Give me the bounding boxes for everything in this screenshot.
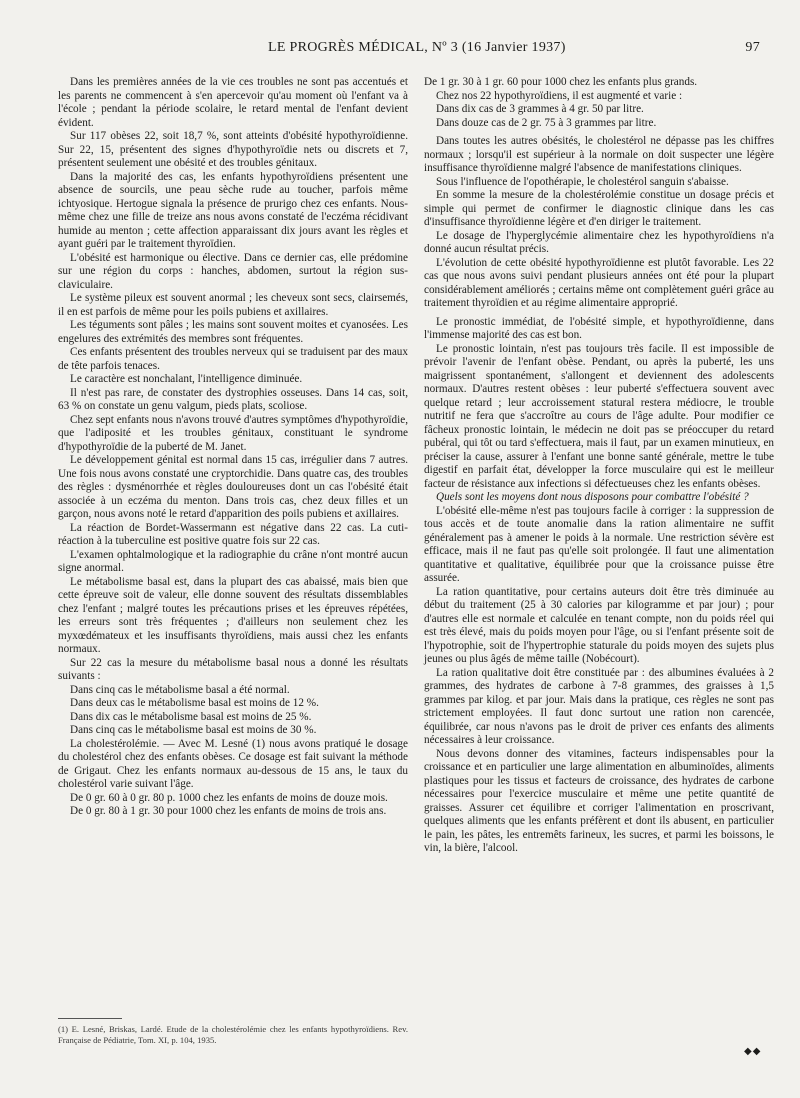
left-column (58, 76, 408, 819)
footnote-rule (58, 1018, 122, 1019)
paragraph: Chez nos 22 hypothyroïdiens, il est augmenté et varie : (436, 89, 683, 102)
section-question: Quels sont les moyens dont nous disposons pour combattre l'obésité ? (436, 491, 749, 503)
paragraph: Le développement génital est normal dans 15 cas, irrégulier dans 7 autres. Une fois nous avons constaté une cryptorchidie. Dans quatre cas, des troubles des règles : dysménorrhée et règles douloureuses dont un cas l'obésité était associée à un eczéma du menton. Dans trois cas, chez deux filles et un garçon, nous avons noté le retard d'apparition des poils pubiens et axillaires. (58, 454, 408, 520)
paragraph: De 0 gr. 80 à 1 gr. 30 pour 1000 chez les enfants de moins de trois ans. (70, 805, 387, 817)
list-item: Dans douze cas de 2 gr. 75 à 3 grammes par litre. (436, 116, 657, 129)
paragraph: Le système pileux est souvent anormal ; les cheveux sont secs, clairsemés, il en est parfois de même pour les poils pubiens et axillaires. (58, 292, 408, 318)
journal-title: LE PROGRÈS MÉDICAL, Nº 3 (16 Janvier 1937) (268, 40, 566, 55)
paragraph: Le caractère est nonchalant, l'intelligence diminuée. (70, 373, 303, 385)
paragraph: Nous devons donner des vitamines, facteurs indispensables pour la croissance et en particulier une large alimentation en albuminoïdes, aliments plastiques pour les tissus et facteurs de croissance, des hydrates de carbone nécessaires pour l'exercice musculaire et même une petite quantité de graisses. Assurer cet équilibre et corriger l'alimentation en proscrivant, quelques aliments que les enfants préfèrent et dont ils abusent, en particulier le pain, les pâtes, les entremêts farineux, les sucres, et parmi les boissons, le vin, la bière, l'alcool. (424, 747, 774, 854)
list-item: Dans deux cas le métabolisme basal est moins de 12 %. (70, 697, 319, 709)
paragraph: La ration quantitative, pour certains auteurs doit être très diminuée au début du traitement (25 à 30 calories par kilogramme et par jour) ; pour d'autres elle est normale et calculée en tenant compte, non du poids réel qui est très élevé, mais du poids moyen pour l'âge, ou si l'enfant présente soit de l'hypotrophie, soit de l'hypertrophie staturale du poids moyen des sujets plus jeunes ou plus âgés de même taille (Nobécourt). (424, 585, 774, 665)
paragraph: La cholestérolémie. — Avec M. Lesné (1) nous avons pratiqué le dosage du cholestérol chez des enfants obèses. Ce dosage est fait suivant la méthode de Grigaut. Chez les enfants normaux au-dessous de 15 ans, le taux du cholestérol varie suivant l'âge. (58, 737, 408, 790)
paragraph: Le pronostic lointain, n'est pas toujours très facile. Il est impossible de prévoir l'avenir de l'enfant obèse. Pendant, ou après la puberté, les uns maigrissent spontanément, s'allongent et deviennent des adolescents normaux. D'autres restent obèses : leur puberté s'effectuera souvent avec quelque retard ; leur accroissement statural restera médiocre, le trouble nutritif ne fera que s'accroître au cours de l'âge adulte. Pour modifier ce fâcheux pronostic lointain, le médecin ne doit pas se préoccuper du retard pubéral, qui tôt ou tard s'effectuera, mais il faut, par un examen minutieux, en préciser la cause, assurer à l'enfant une bonne santé générale, mettre le tube digestif en parfait état, développer la force musculaire qui est le meilleur facteur de résistance aux infections si défectueuses chez les enfants obèses. (424, 342, 774, 490)
paragraph: L'évolution de cette obésité hypothyroïdienne est plutôt favorable. Les 22 cas que nous avons suivi pendant plusieurs années ont été pour la plupart considérablement améliorés ; certains même ont complètement guéri grâce au traitement thyroïdien et au régime alimentaire approprié. (424, 256, 774, 309)
page-number: 97 (745, 40, 760, 55)
paragraph: De 1 gr. 30 à 1 gr. 60 pour 1000 chez les enfants plus grands. (424, 76, 698, 88)
paragraph: L'examen ophtalmologique et la radiographie du crâne n'ont montré aucun signe anormal. (58, 548, 408, 574)
paragraph: Le métabolisme basal est, dans la plupart des cas abaissé, mais bien que cette épreuve soit de valeur, elle donne souvent des résultats dissemblables chez l'enfant ; malgré toutes les précautions prises et les épreuves répétées, les erreurs sont très fréquentes ; d'ailleurs non seulement chez les myxœdémateux et les insuffisants thyroïdiens, mais aussi chez les enfants normaux. (58, 575, 408, 655)
paragraph: La réaction de Bordet-Wassermann est négative dans 22 cas. La cuti-réaction à la tuberculine est positive quatre fois sur 22 cas. (58, 521, 408, 547)
paragraph: Chez sept enfants nous n'avons trouvé d'autres symptômes d'hypothyroïdie, que l'adiposité et les troubles génitaux, constituant le syndrome d'hypothyroïdie de la puberté de M. Janet. (58, 413, 408, 453)
paragraph: Dans la majorité des cas, les enfants hypothyroïdiens présentent une absence de sourcils, une peau sèche rude au toucher, parfois même ichtyosique. Hertogue signala la présence de prurigo chez ces enfants. Nous-même chez une fille de treize ans nous avons constaté de l'eczéma récidivant humide au menton ; cette affection apparaissant dix jours avant les règles et ayant guéri par le traitement thyroïdien. (58, 170, 408, 250)
paragraph: Dans toutes les autres obésités, le cholestérol ne dépasse pas les chiffres normaux ; lorsqu'il est supérieur à la normale on doit suspecter une légère insuffisance thyroïdienne malgré l'absence de manifestations cliniques. (424, 135, 774, 174)
list-item: Dans dix cas le métabolisme basal est moins de 25 %. (70, 710, 312, 723)
right-column (424, 76, 774, 856)
paragraph: Sous l'influence de l'opothérapie, le cholestérol sanguin s'abaisse. (436, 175, 729, 188)
paragraph: La ration qualitative doit être constituée par : des albumines évaluées à 2 grammes, des hydrates de carbone à 7-8 grammes, des graisses à 1,5 grammes par kilog. et par jour. Mais dans la pratique, ces règles ne sont pas strictement employées. Il faut donc surtout une ration non carencée, équilibrée, car nous n'avons pas le droit de priver ces enfants des aliments nécessaires à leur croissance. (424, 666, 774, 746)
list-item: Dans cinq cas le métabolisme basal est moins de 30 %. (70, 724, 317, 736)
paragraph: Les téguments sont pâles ; les mains sont souvent moites et cyanosées. Les engelures des extrémités des membres sont fréquentes. (58, 319, 408, 345)
paragraph: En somme la mesure de la cholestérolémie constitue un dosage précis et simple qui permet de confirmer le diagnostic clinique dans les cas d'insuffisance thyroïdienne légère et d'en diriger le traitement. (424, 189, 774, 228)
list-item: Dans dix cas de 3 grammes à 4 gr. 50 par litre. (436, 103, 644, 115)
paragraph: Dans les premières années de la vie ces troubles ne sont pas accentués et les parents ne commencent à s'en apercevoir qu'au moment où l'enfant va à l'école ; pendant la période scolaire, le retard mental de l'enfant devient évident. (58, 76, 408, 129)
paragraph: L'obésité elle-même n'est pas toujours facile à corriger : la suppression de tous accès et de toute anomalie dans la ration alimentaire ne suffit généralement pas à amener le poids à la normale. Une restriction sévère est efficace, mais il ne faut pas qu'elle soit prolongée. Il faut une alimentation quantitative et qualitative, équilibrée pour que la croissance puisse être assurée. (424, 504, 774, 584)
footnote: (1) E. Lesné, Briskas, Lardé. Etude de la cholestérolémie chez les enfants hypothyroïdiens. Rev. Française de Pédiatrie, Tom. XI, p. 104, 1935. (58, 1024, 408, 1045)
paragraph: Le dosage de l'hyperglycémie alimentaire chez les hypothyroïdiens n'a donné aucun résultat précis. (424, 229, 774, 255)
paragraph: Il n'est pas rare, de constater des dystrophies osseuses. Dans 14 cas, soit, 63 % on constate un genu valgum, pieds plats, scoliose. (58, 386, 408, 412)
paragraph: Le pronostic immédiat, de l'obésité simple, et hypothyroïdienne, dans l'immense majorité des cas est bon. (424, 315, 774, 341)
end-ornament: ◆◆ (744, 1046, 762, 1057)
paragraph: De 0 gr. 60 à 0 gr. 80 p. 1000 chez les enfants de moins de douze mois. (70, 791, 388, 804)
page-header (60, 40, 760, 62)
paragraph: Sur 117 obèses 22, soit 18,7 %, sont atteints d'obésité hypothyroïdienne. Sur 22, 15, présentent des signes d'hypothyroïdie nets ou discrets et 7, présentent seulement une obésité et des troubles génitaux. (58, 130, 408, 169)
paragraph: Ces enfants présentent des troubles nerveux qui se traduisent par des maux de tête parfois tenaces. (58, 346, 408, 372)
paragraph: Sur 22 cas la mesure du métabolisme basal nous a donné les résultats suivants : (58, 656, 408, 682)
paragraph: L'obésité est harmonique ou élective. Dans ce dernier cas, elle prédomine sur une région du corps : hanches, abdomen, surtout la région sus-claviculaire. (58, 251, 408, 291)
list-item: Dans cinq cas le métabolisme basal a été normal. (70, 683, 290, 696)
